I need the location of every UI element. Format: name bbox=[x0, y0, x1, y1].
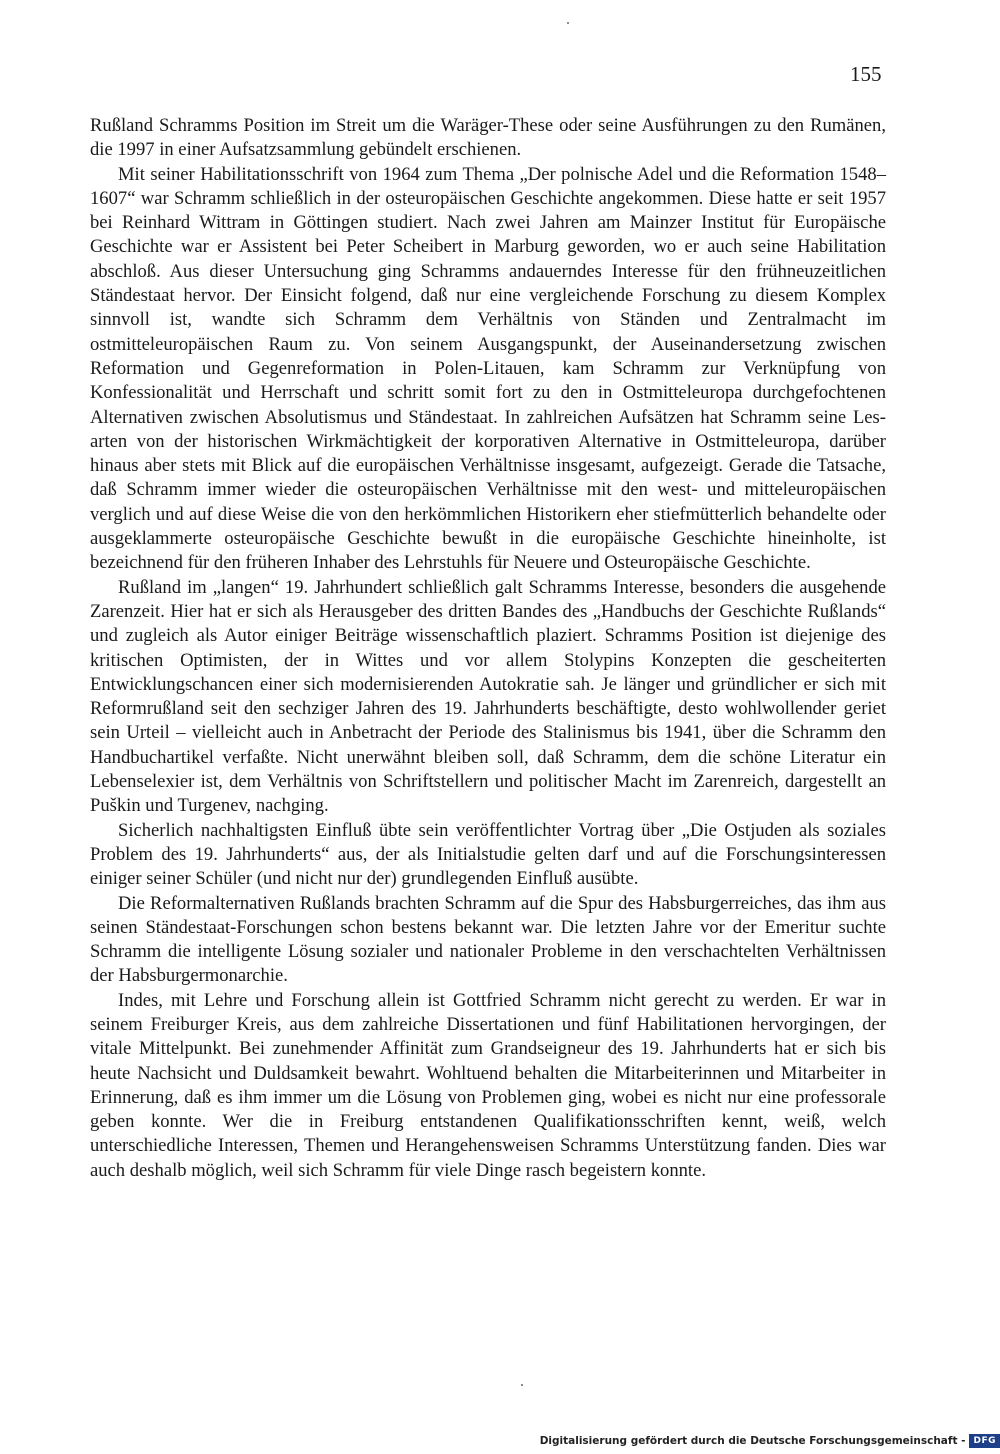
page-number: 155 bbox=[850, 62, 882, 86]
paragraph-1: Rußland Schramms Position im Streit um die Waräger-These oder seine Ausführungen zu den Rumänen, die 1997 in einer Aufsatzsammlung gebündelt erschienen. bbox=[90, 115, 886, 161]
paragraph-2: Mit seiner Habilitationsschrift von 1964 zum Thema „Der polnische Adel und die Reformation 1548–1607“ war Schramm schließlich in der osteuropäischen Geschichte angekommen. Diese hatte er seit 1957 bei Reinhard Wittram in Göttingen studiert. Nach zwei Jahren am Mainzer Institut für Europäische Geschichte war er Assistent bei Peter Scheibert in Marburg geworden, wo er auch seine Habilitation abschloß. Aus dieser Untersuchung ging Schramms andauerndes Interesse für den frühneuzeitlichen Ständestaat hervor. Der Einsicht folgend, daß nur eine vergleichende Forschung zu diesem Komplex sinnvoll ist, wandte sich Schramm dem Verhältnis von Ständen und Zentralmacht im ostmitteleuropäischen Raum zu. Von seinem Ausgangspunkt, der Auseinandersetzung zwischen Reformation und Gegenreformation in Polen-Litauen, kam Schramm zur Verknüpfung von Konfessionalität und Herrschaft und schritt somit fort zu den in Ostmitteleuropa durchgefochtenen Alternativen zwischen Absolutismus und Ständestaat. In zahlreichen Aufsätzen hat Schramm seine Lesarten von der historischen Wirkmächtigkeit der korporativen Alternative in Ostmitteleuropa, darüber hinaus aber stets mit Blick auf die europäischen Verhältnisse insgesamt, aufgezeigt. Gerade die Tatsache, daß Schramm immer wieder die osteuropäischen Verhältnisse mit den west- und mitteleuropäischen verglich und auf diese Weise die von den herkömmlichen Historikern eher stiefmütterlich behandelte oder ausgeklammerte osteuropäische Geschichte bewußt in die europäische Geschichte hineinholte, ist bezeichnend für den früheren Inhaber des Lehrstuhls für Neuere und Osteuropäische Geschichte. bbox=[90, 163, 886, 574]
digitization-credit bbox=[540, 1434, 1000, 1448]
digitization-credit-text: Digitalisierung gefördert durch die Deutsche Forschungsgemeinschaft - bbox=[539, 1435, 966, 1447]
dfg-logo: DFG bbox=[969, 1434, 1000, 1448]
paragraph-3: Rußland im „langen“ 19. Jahrhundert schließlich galt Schramms Interesse, besonders die ausgehende Zarenzeit. Hier hat er sich als Herausgeber des dritten Bandes des „Handbuchs der Geschichte Rußlands“ und zugleich als Autor einiger Beiträge wissenschaftlich plaziert. Schramms Position ist diejenige des kritischen Optimisten, der in Wittes und vor allem Stolypins Konzepten die gescheiterten Entwicklungschancen einer sich modernisierenden Autokratie sah. Je länger und gründlicher er sich mit Reformrußland seit den sechziger Jahren des 19. Jahrhunderts beschäftigte, desto wohlwollender geriet sein Urteil – vielleicht auch in Anbetracht der Periode des Stalinismus bis 1941, über die Schramm den Handbuchartikel verfaßte. Nicht unerwähnt bleiben soll, daß Schramm, dem die schöne Literatur ein Lebenselexier ist, dem Verhältnis von Schriftstellern und politischer Macht im Zarenreich, dargestellt an Puškin und Turgenev, nachging. bbox=[90, 576, 886, 817]
paragraph-6: Indes, mit Lehre und Forschung allein ist Gottfried Schramm nicht gerecht zu werden. Er war in seinem Freiburger Kreis, aus dem zahlreiche Dissertationen und fünf Habilitationen hervorgingen, der vitale Mittelpunkt. Bei zunehmender Affinität zum Grandseigneur des 19. Jahrhunderts hat er sich bis heute Nachsicht und Duldsamkeit bewahrt. Wohltuend behalten die Mitarbeiterinnen und Mitarbeiter in Erinnerung, daß es ihm immer um die Lösung von Problemen ging, wobei es nicht nur eine professorale geben konnte. Wer die in Freiburg entstandenen Qualifikationsschriften kennt, weiß, welch unterschiedliche Interessen, Themen und Herangehensweisen Schramms Unterstützung fanden. Dies war auch deshalb möglich, weil sich Schramm für viele Dinge rasch begeistern konnte. bbox=[90, 989, 886, 1181]
paragraph-5: Die Reformalternativen Rußlands brachten Schramm auf die Spur des Habsburgerreiches, das ihm aus seinen Ständestaat-Forschungen schon bestens bekannt war. Die letzten Jahre vor der Emeritur suchte Schramm die intelligente Lösung sozialer und nationaler Probleme in den verschachtelten Verhältnissen der Habsburgermonarchie. bbox=[90, 892, 886, 987]
scan-speck bbox=[521, 1384, 523, 1386]
paragraph-4: Sicherlich nachhaltigsten Einfluß übte sein veröffentlichter Vortrag über „Die Ostjuden als soziales Problem des 19. Jahrhunderts“ aus, der als Initialstudie gelten darf und auf die Forschungsinteressen einiger seiner Schüler (und nicht nur der) grundlegenden Einfluß ausübte. bbox=[90, 819, 886, 890]
scan-speck bbox=[567, 22, 569, 24]
body-text bbox=[90, 114, 886, 1183]
